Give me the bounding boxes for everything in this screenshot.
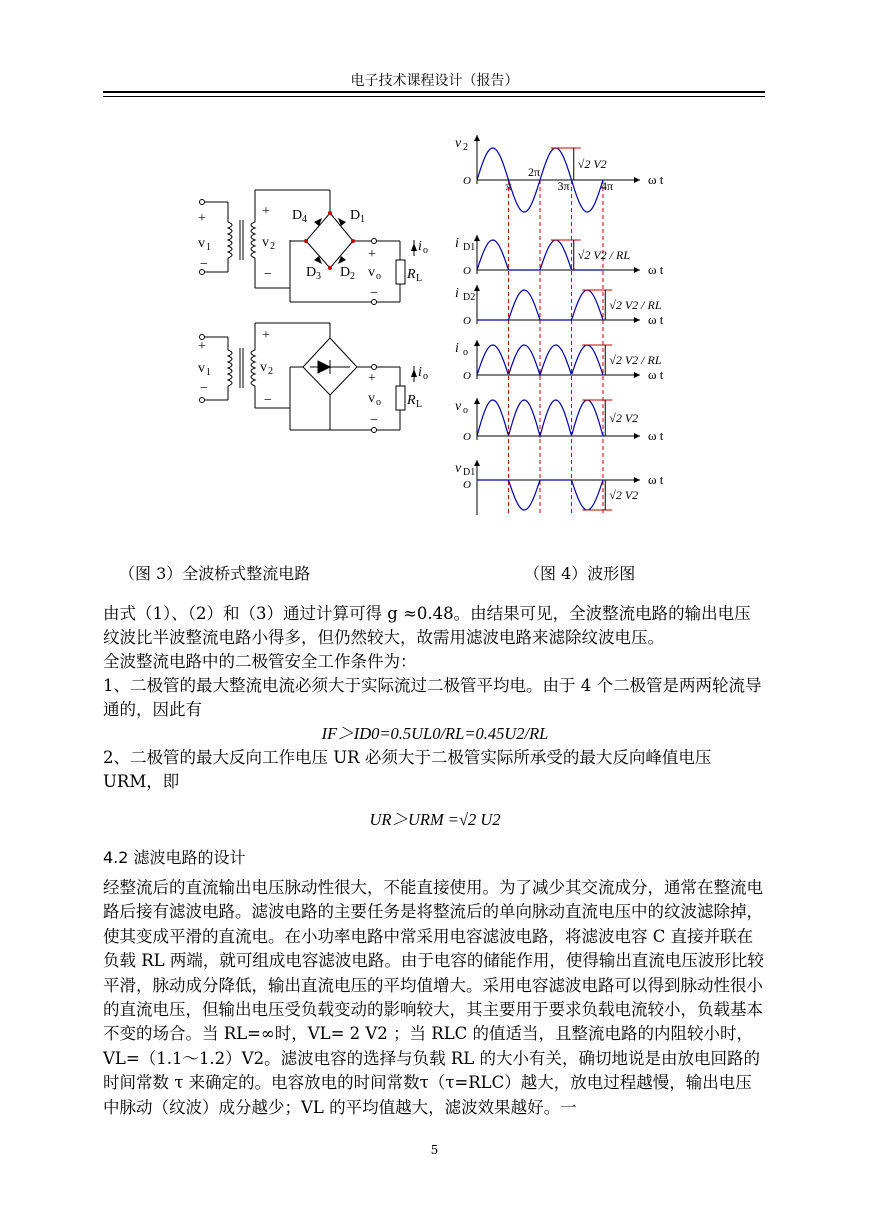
tick-three_pi: 3π	[557, 179, 570, 193]
origin-1: O	[463, 265, 471, 277]
svg-text:2: 2	[268, 366, 273, 377]
row-sub-2: D2	[463, 292, 476, 303]
row-label-1: i	[455, 236, 459, 251]
svg-text:+: +	[262, 204, 270, 219]
svg-text:1: 1	[206, 242, 211, 253]
io-label: i	[418, 239, 422, 254]
tick-pi: π	[505, 179, 512, 193]
row-sub-3: o	[463, 347, 468, 358]
row-sub-0: 2	[463, 142, 468, 153]
svg-text:1: 1	[360, 214, 365, 225]
paragraph-filter-design: 经整流后的直流输出电压脉动性很大，不能直接使用。为了减少其交流成分，通常在整流电路后接有滤波电路。滤波电路的主要任务是将整流后的单向脉动直流电压中的纹波滤除掉，使其变成平滑的直流电。在小功率电路中常采用电容滤波电路，将滤波电容 C 直接并联在负载 RL 两端，就可组成电容滤波电路。由于电容的储能作用，使得输出直流电压波形比较平滑，脉动成分降低，输出直流电压的平均值增大。采用电容滤波电路可以得到脉动性很小的直流电压，但输出电压受负载变动的影响较大，其主要用于要求负载电流较小，负载基本不变的场合。当 RL=∞时，VL= 2 V2 ；当 RLC 的值适当，且整流电路的内阻较小时，VL=（1.1～1.2）V2。滤波电容的选择与负载 RL 的大小有关，确切地说是由放电回路的时间常数 τ 来确定的。电容放电的时间常数τ（τ=RLC）越大，放电过程越慢，输出电压中脉动（纹波）成分越少；VL 的平均值越大，滤波效果越好。一	[103, 878, 764, 1117]
paragraph-safety-conditions: 全波整流电路中的二极管安全工作条件为：	[103, 652, 417, 671]
page-number: 5	[430, 1143, 439, 1157]
y-arrow-3	[474, 340, 480, 346]
formula-current: IF＞ID0=0.5UL0/RL=0.45U2/RL	[321, 724, 549, 743]
svg-text:o: o	[423, 371, 428, 382]
amp-label-1: √2 V2 / RL	[577, 248, 631, 262]
RL-label: R	[407, 267, 416, 282]
x-arrow-0	[634, 177, 640, 183]
wt-label-1: ω t	[648, 262, 664, 277]
row-sub-5: D1	[463, 467, 476, 478]
svg-text:+: +	[368, 371, 376, 386]
amp-label-5: √2 V2	[609, 488, 639, 502]
wt-label-0: ω t	[648, 172, 664, 187]
paragraph-condition-1: 1、二极管的最大整流电流必须大于实际流过二极管平均电。由于 4 个二极管是两两轮流导通的，因此有	[103, 676, 762, 719]
v2-label: v	[262, 235, 269, 250]
wt-label-4: ω t	[648, 428, 664, 443]
svg-text:v: v	[368, 391, 375, 406]
svg-text:+: +	[368, 247, 376, 262]
row-sub-1: D1	[463, 242, 476, 253]
tick-two_pi: 2π	[528, 165, 541, 179]
D1-label: D	[350, 208, 361, 223]
svg-text:1: 1	[206, 367, 211, 378]
row-label-4: v	[455, 399, 462, 414]
origin-0: O	[463, 175, 471, 187]
figure3-caption: （图 3）全波桥式整流电路	[119, 564, 311, 583]
svg-text:−: −	[264, 393, 272, 408]
y-arrow-2	[474, 285, 480, 291]
svg-text:L: L	[416, 273, 423, 284]
svg-text:−: −	[370, 286, 378, 301]
amp-label-2: √2 V2 / RL	[609, 298, 662, 312]
svg-text:o: o	[376, 397, 381, 408]
origin-4: O	[463, 431, 471, 443]
row-label-0: v	[455, 136, 462, 151]
section-heading: 4.2 滤波电路的设计	[103, 848, 246, 867]
svg-text:3: 3	[316, 271, 321, 282]
x-arrow-1	[634, 267, 640, 273]
amp-label-0: √2 V2	[577, 157, 607, 171]
wt-label-2: ω t	[648, 312, 664, 327]
bridge-rectifier-circuit-figure	[185, 185, 428, 440]
D2-label: D	[340, 265, 351, 280]
x-arrow-2	[634, 317, 640, 323]
v1-plus-label: +	[198, 211, 206, 226]
origin-2: O	[463, 315, 471, 327]
svg-text:−: −	[200, 381, 208, 396]
v1-label: v	[198, 236, 205, 251]
svg-text:o: o	[376, 271, 381, 282]
svg-text:o: o	[423, 245, 428, 256]
origin-5: O	[463, 479, 471, 491]
svg-text:2: 2	[270, 241, 275, 252]
svg-text:R: R	[407, 393, 416, 408]
svg-text:4: 4	[302, 214, 307, 225]
paragraph-condition-2: 2、二极管的最大反向工作电压 UR 必须大于二极管实际所承受的最大反向峰值电压 URM，即	[103, 748, 712, 791]
row-label-5: v	[455, 461, 462, 476]
y-arrow-5	[474, 460, 480, 466]
row-label-2: i	[455, 286, 459, 301]
amp-label-3: √2 V2 / RL	[609, 353, 662, 367]
origin-3: O	[463, 370, 471, 382]
svg-text:−: −	[200, 257, 208, 272]
paragraph-result: 由式（1）、（2）和（3）通过计算可得 g ≈0.48。由结果可见，全波整流电路的输出电压纹波比半波整流电路小得多，但仍然较大，故需用滤波电路来滤除纹波电压。	[103, 604, 751, 647]
amp-label-4: √2 V2	[609, 411, 639, 425]
y-arrow-0	[474, 135, 480, 141]
D3-label: D	[306, 265, 317, 280]
y-arrow-4	[474, 398, 480, 404]
wt-label-3: ω t	[648, 367, 664, 382]
formula-voltage: UR＞URM =√2 U2	[369, 810, 501, 829]
svg-text:2: 2	[350, 271, 355, 282]
y-arrow-1	[474, 235, 480, 241]
svg-text:v: v	[260, 360, 267, 375]
tick-four_pi: 4π	[601, 179, 614, 193]
header-rule-thin	[103, 96, 765, 97]
svg-text:−: −	[264, 267, 272, 282]
x-arrow-4	[634, 433, 640, 439]
svg-text:+: +	[198, 339, 206, 354]
header-rule-thick	[103, 91, 765, 93]
D4-label: D	[292, 208, 303, 223]
x-arrow-5	[634, 477, 640, 483]
row-sub-4: o	[463, 405, 468, 416]
row-label-3: i	[455, 341, 459, 356]
svg-text:+: +	[262, 328, 270, 343]
svg-text:v: v	[198, 361, 205, 376]
svg-text:−: −	[370, 413, 378, 428]
page-header-title: 电子技术课程设计（报告）	[350, 73, 519, 89]
wt-label-5: ω t	[648, 472, 664, 487]
waveform-figure	[450, 128, 690, 520]
svg-text:L: L	[416, 399, 423, 410]
vo-label: v	[368, 265, 375, 280]
svg-text:i: i	[418, 365, 422, 380]
figure4-caption: （图 4）波形图	[524, 564, 636, 583]
x-arrow-3	[634, 372, 640, 378]
